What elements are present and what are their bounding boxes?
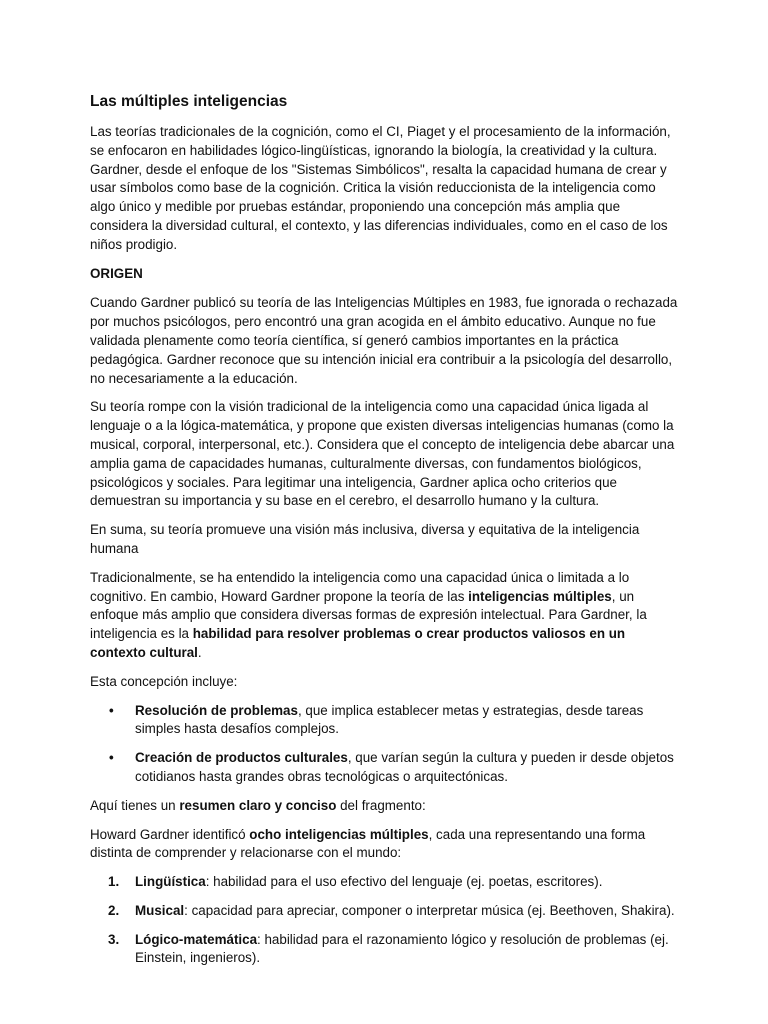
list-item: 3. Lógico-matemática: habilidad para el razonamiento lógico y resolución de problemas (ej. Einstein, ingenieros).	[108, 931, 669, 966]
paragraph-origen: Cuando Gardner publicó su teoría de las Inteligencias Múltiples en 1983, fue ignorada o rechazada por muchos psicólogos, pero encontró una gran acogida en el ámbito educativo. Aunque no fue validada plenamente como teoría científica, sí generó cambios importantes en la práctica pedagógica. Gardner reconoce que su intención inicial era contribuir a la psicología del desarrollo, no necesariamente a la educación.	[90, 295, 678, 386]
section-heading-origen: ORIGEN	[90, 265, 143, 281]
list-item: 2. Musical: capacidad para apreciar, componer o interpretar música (ej. Beethoven, Shakira).	[108, 902, 675, 918]
paragraph-resumen: Aquí tienes un resumen claro y conciso del fragmento:	[90, 797, 426, 813]
paragraph-tradicionalmente: Tradicionalmente, se ha entendido la inteligencia como una capacidad única o limitada a lo cognitivo. En cambio, Howard Gardner propone la teoría de las inteligencias múltiples, un enfoque más amplio que considera diversas formas de expresión intelectual. Para Gardner, la inteligencia es la habilidad para resolver problemas o crear productos valiosos en un contexto cultural.	[90, 569, 647, 660]
list-item: 1. Lingüística: habilidad para el uso efectivo del lenguaje (ej. poetas, escritores).	[108, 874, 603, 890]
bullet-list	[90, 702, 680, 787]
document-title: Las múltiples inteligencias	[90, 93, 288, 110]
numbered-list	[90, 873, 680, 968]
paragraph-en-suma: En suma, su teoría promueve una visión más inclusiva, diversa y equitativa de la inteligencia humana	[90, 522, 640, 556]
paragraph-concepcion: Esta concepción incluye:	[90, 673, 238, 689]
paragraph-intro: Las teorías tradicionales de la cognición, como el CI, Piaget y el procesamiento de la información, se enfocaron en habilidades lógico-lingüísticas, ignorando la biología, la creatividad y la cultura. Gardner, desde el enfoque de los "Sistemas Simbólicos", resalta la capacidad humana de crear y usar símbolos como base de la cognición. Critica la visión reduccionista de la inteligencia como algo único y medible por pruebas estándar, proponiendo una concepción más amplia que considera la diversidad cultural, el contexto, y las diferencias individuales, como en el caso de los niños prodigio.	[90, 124, 671, 252]
list-item: • Resolución de problemas, que implica establecer metas y estrategias, desde tareas simples hasta desafíos complejos.	[135, 702, 680, 740]
paragraph-ruptura: Su teoría rompe con la visión tradicional de la inteligencia como una capacidad única ligada al lenguaje o a la lógica-matemática, y propone que existen diversas inteligencias humanas (como la musical, corporal, interpersonal, etc.). Considera que el concepto de inteligencia debe abarcar una amplia gama de capacidades humanas, culturalmente diversas, con fundamentos biológicos, psicológicos y sociales. Para legitimar una inteligencia, Gardner aplica ocho criterios que demuestran su importancia y su base en el cerebro, el desarrollo humano y la cultura.	[90, 399, 675, 509]
paragraph-gardner: Howard Gardner identificó ocho inteligencias múltiples, cada una representando una forma distinta de comprender y relacionarse con el mundo:	[90, 826, 646, 861]
list-item: • Creación de productos culturales, que varían según la cultura y pueden ir desde objetos cotidianos hasta grandes obras tecnológicas o arquitectónicas.	[135, 749, 680, 787]
document-body	[90, 92, 680, 978]
